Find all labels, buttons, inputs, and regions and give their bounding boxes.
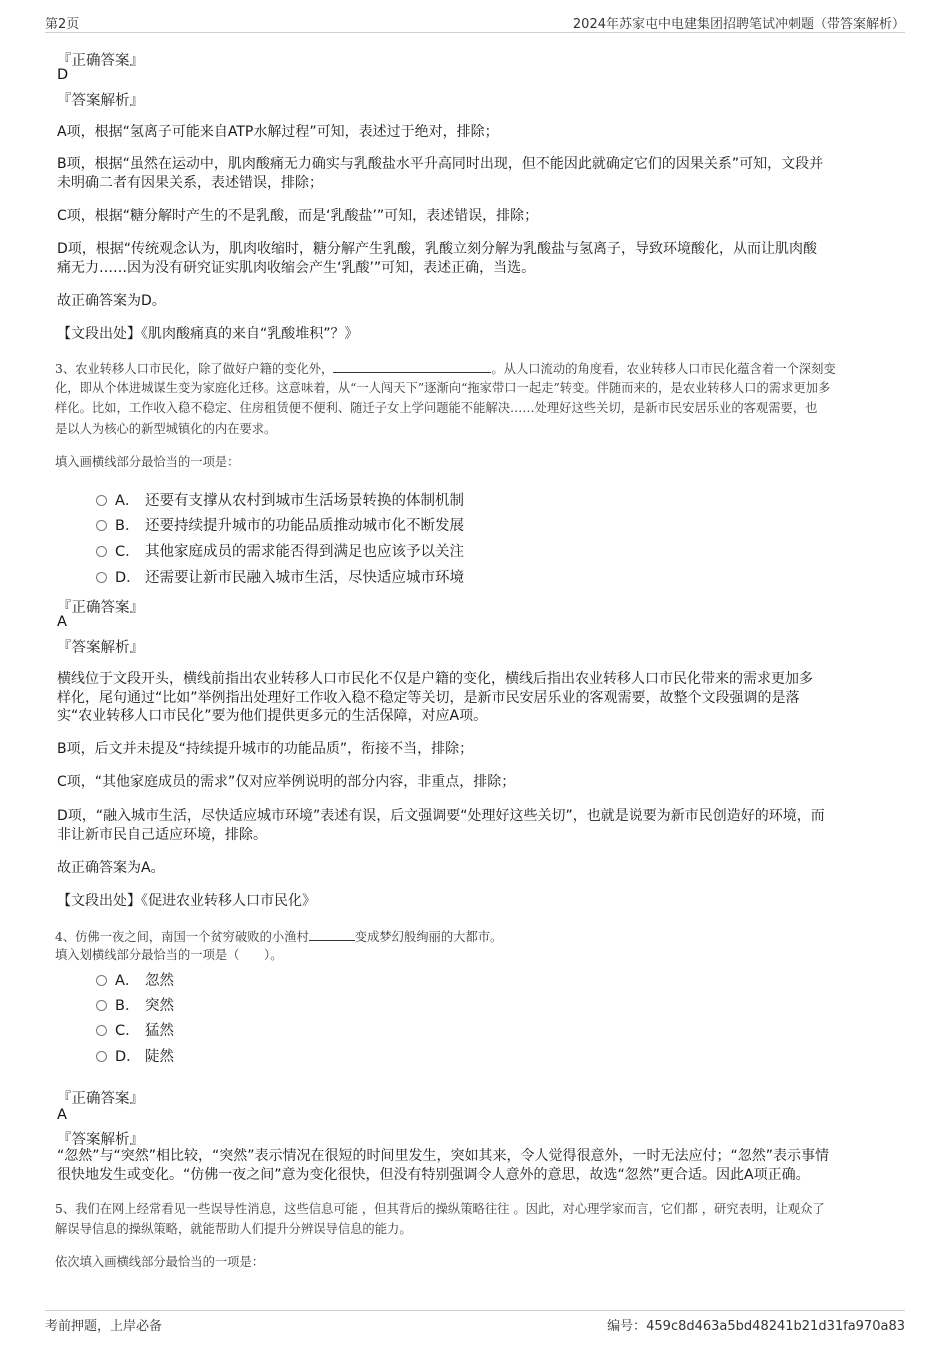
option-text: 还要有支撑从农村到城市生活场景转换的体制机制: [145, 493, 464, 509]
document-id: 编号：459c8d463a5bd48241b21d31fa970a83: [607, 1319, 905, 1334]
q3-option-c[interactable]: [96, 540, 464, 562]
answer-label: 『正确答案』: [57, 1091, 144, 1107]
question-4-text-b: 变成梦幻般绚丽的大都市。: [354, 930, 503, 944]
option-text: 突然: [145, 998, 174, 1014]
radio-button-icon[interactable]: [96, 546, 107, 557]
radio-button-icon[interactable]: [96, 1051, 107, 1062]
analysis-option-b: B项，后文并未提及“持续提升城市的功能品质”，衔接不当，排除；: [57, 741, 474, 757]
answer-value: A: [57, 614, 67, 630]
analysis-line2: 很快地发生或变化。“仿佛一夜之间”意为变化很快，但没有特别强调令人意外的意思，故选“忽然”更合适。因此A项正确。: [57, 1167, 810, 1183]
source-citation: 【文段出处】《促进农业转移人口市民化》: [57, 893, 316, 909]
radio-button-icon[interactable]: [96, 1025, 107, 1036]
answer-value: A: [57, 1107, 67, 1123]
q3-option-a[interactable]: [96, 489, 464, 511]
question-3-line4: 是以人为核心的新型城镇化的内在要求。: [55, 422, 277, 436]
question-4-prompt: 填入划横线部分最恰当的一项是（ ）。: [55, 948, 283, 962]
radio-button-icon[interactable]: [96, 975, 107, 986]
analysis-label: 『答案解析』: [57, 1132, 144, 1148]
option-text: 陡然: [145, 1049, 174, 1065]
option-letter: A．: [115, 973, 140, 989]
option-text: 其他家庭成员的需求能否得到满足也应该予以关注: [145, 544, 464, 560]
analysis-label: 『答案解析』: [57, 93, 144, 109]
analysis-option-b-line2: 未明确二者有因果关系，表述错误，排除；: [57, 175, 323, 191]
option-letter: C．: [115, 1023, 140, 1039]
source-citation: 【文段出处】《肌肉酸痛真的来自“乳酸堆积”？》: [57, 326, 359, 342]
question-3-line2: 化，即从个体进城谋生变为家庭化迁移。这意味着，从“一人闯天下”逐渐向“拖家带口一起走”转变。伴随而来的，是农业转移人口的需求更加多: [55, 381, 831, 395]
analysis-option-d-line2: 非让新市民自己适应环境，排除。: [57, 827, 267, 843]
question-4-blank: [309, 927, 355, 941]
radio-button-icon[interactable]: [96, 495, 107, 506]
option-text: 还要持续提升城市的功能品质推动城市化不断发展: [145, 518, 464, 534]
analysis-option-b-line1: B项，根据“虽然在运动中，肌肉酸痛无力确实与乳酸盐水平升高同时出现，但不能因此就确定它们的因果关系”可知，文段并: [57, 156, 824, 172]
question-3-text-b: 。从人口流动的角度看，农业转移人口市民化蕴含着一个深刻变: [491, 362, 836, 376]
option-letter: D．: [115, 570, 141, 586]
question-5-prompt: 依次填入画横线部分最恰当的一项是：: [55, 1255, 265, 1269]
analysis-line2: 样化，尾句通过“比如”举例指出处理好工作收入稳不稳定等关切，是新市民安居乐业的客观需要，故整个文段强调的是落: [57, 690, 800, 706]
radio-button-icon[interactable]: [96, 572, 107, 583]
question-3-blank: [333, 359, 491, 373]
analysis-option-d-line1: D项，“融入城市生活，尽快适应城市环境”表述有误，后文强调要“处理好这些关切”，也就是说要为新市民创造好的环境，而: [57, 808, 825, 824]
radio-button-icon[interactable]: [96, 520, 107, 531]
analysis-label: 『答案解析』: [57, 640, 144, 656]
option-text: 还需要让新市民融入城市生活，尽快适应城市环境: [145, 570, 464, 586]
option-letter: B．: [115, 998, 140, 1014]
question-3-text-a: 3、农业转移人口市民化，除了做好户籍的变化外，: [55, 362, 334, 376]
q3-option-d[interactable]: [96, 566, 464, 588]
option-letter: D．: [115, 1049, 141, 1065]
question-4-text-a: 4、仿佛一夜之间，南国一个贫穷破败的小渔村: [55, 930, 309, 944]
question-3-line3: 样化。比如，工作收入稳不稳定、住房租赁便不便利、随迁子女上学问题能不能解决……处理好这些关切，是新市民安居乐业的客观需要，也: [55, 401, 818, 415]
analysis-line1: 横线位于文段开头，横线前指出农业转移人口市民化不仅是户籍的变化，横线后指出农业转移人口市民化带来的需求更加多: [57, 671, 813, 687]
page-header: [45, 12, 905, 33]
radio-button-icon[interactable]: [96, 1000, 107, 1011]
answer-value: D: [57, 67, 69, 83]
footer-slogan: 考前押题，上岸必备: [45, 1319, 163, 1334]
q4-option-a[interactable]: [96, 969, 174, 991]
analysis-option-d-line2: 痛无力……因为没有研究证实肌肉收缩会产生‘乳酸’”可知，表述正确，当选。: [57, 260, 536, 276]
analysis-conclusion: 故正确答案为D。: [57, 293, 166, 309]
option-text: 忽然: [145, 973, 174, 989]
analysis-option-c: C项，根据“糖分解时产生的不是乳酸，而是‘乳酸盐’”可知，表述错误，排除；: [57, 208, 539, 224]
q4-option-b[interactable]: [96, 994, 174, 1016]
analysis-option-c: C项，“其他家庭成员的需求”仅对应举例说明的部分内容，非重点，排除；: [57, 774, 516, 790]
question-3-prompt: 填入画横线部分最恰当的一项是：: [55, 455, 240, 469]
q3-option-b[interactable]: [96, 514, 464, 536]
document-title: 2024年苏家屯中电建集团招聘笔试冲刺题（带答案解析）: [572, 17, 905, 32]
analysis-line1: “忽然”与“突然”相比较，“突然”表示情况在很短的时间里发生，突如其来，令人觉得很意外，一时无法应付；“忽然”表示事情: [57, 1148, 830, 1164]
analysis-option-d-line1: D项，根据“传统观念认为，肌肉收缩时，糖分解产生乳酸，乳酸立刻分解为乳酸盐与氢离子，导致环境酸化，从而让肌肉酸: [57, 241, 818, 257]
answer-label: 『正确答案』: [57, 600, 144, 616]
analysis-conclusion: 故正确答案为A。: [57, 860, 165, 876]
question-5-line2: 解误导信息的操纵策略，就能帮助人们提升分辨误导信息的能力。: [55, 1222, 412, 1236]
option-letter: B．: [115, 518, 140, 534]
q4-option-c[interactable]: [96, 1019, 174, 1041]
analysis-line3: 实“农业转移人口市民化”要为他们提供更多元的生活保障，对应A项。: [57, 708, 488, 724]
question-4-line1: [55, 927, 502, 948]
answer-label: 『正确答案』: [57, 53, 144, 69]
question-3-line1: [55, 359, 836, 380]
page-footer: [45, 1310, 905, 1335]
option-letter: A．: [115, 493, 140, 509]
page-number: 第2页: [45, 17, 80, 32]
analysis-option-a: A项，根据“氢离子可能来自ATP水解过程”可知，表述过于绝对，排除；: [57, 124, 499, 140]
question-5-line1: 5、我们在网上经常看见一些误导性消息，这些信息可能 ，但其背后的操纵策略往往 。因此，对心理学家而言，它们都 ，研究表明，让观众了: [55, 1202, 825, 1216]
option-letter: C．: [115, 544, 140, 560]
q4-option-d[interactable]: [96, 1045, 174, 1067]
option-text: 猛然: [145, 1023, 174, 1039]
